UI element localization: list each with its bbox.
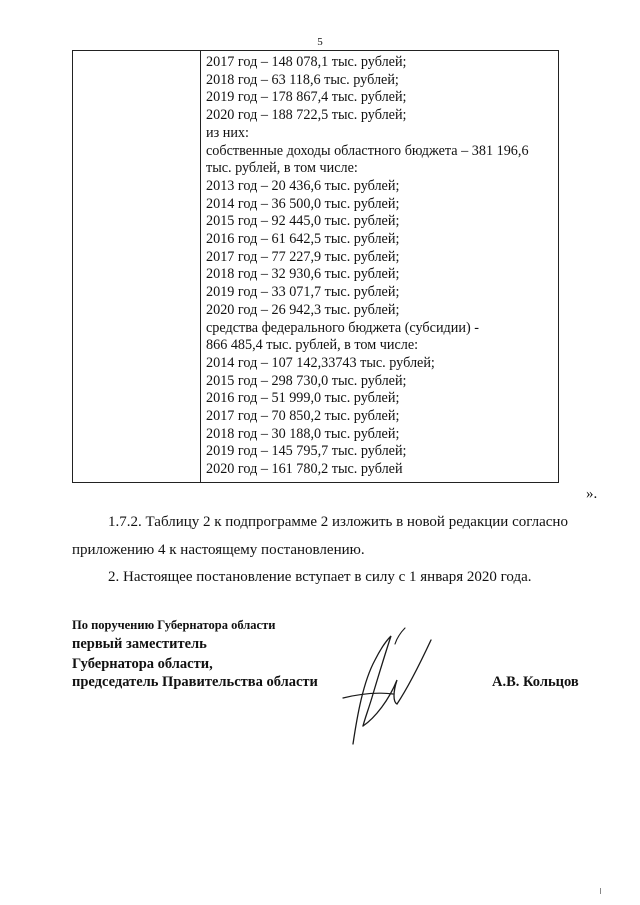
handwritten-signature bbox=[335, 622, 445, 747]
budget-line: 2017 год – 70 850,2 тыс. рублей; bbox=[206, 408, 400, 425]
budget-line: 2013 год – 20 436,6 тыс. рублей; bbox=[206, 177, 400, 194]
table-left-cell bbox=[73, 51, 201, 483]
paragraph-1-end: приложению 4 к настоящему постановлению. bbox=[72, 542, 365, 558]
signer-title-line-1: первый заместитель bbox=[72, 636, 207, 652]
table-row bbox=[73, 51, 559, 483]
budget-line: собственные доходы областного бюджета – 381 196,6 bbox=[206, 142, 529, 159]
budget-line: 2018 год – 32 930,6 тыс. рублей; bbox=[206, 266, 400, 283]
budget-line: 2015 год – 298 730,0 тыс. рублей; bbox=[206, 372, 407, 389]
scan-edge-mark bbox=[600, 888, 601, 894]
closing-quote: ». bbox=[586, 486, 598, 502]
budget-line: 2019 год – 178 867,4 тыс. рублей; bbox=[206, 89, 407, 106]
budget-line: 2020 год – 26 942,3 тыс. рублей; bbox=[206, 301, 400, 318]
budget-line: 2017 год – 77 227,9 тыс. рублей; bbox=[206, 248, 400, 265]
budget-line: из них: bbox=[206, 124, 249, 141]
budget-line: 2015 год – 92 445,0 тыс. рублей; bbox=[206, 213, 400, 230]
budget-line: 2018 год – 63 118,6 тыс. рублей; bbox=[206, 71, 399, 88]
paragraph-1-start: 1.7.2. Таблицу 2 к подпрограмме 2 изложить в новой редакции согласно bbox=[108, 514, 568, 530]
budget-line: 2017 год – 148 078,1 тыс. рублей; bbox=[206, 54, 407, 70]
paragraph-2: 2. Настоящее постановление вступает в силу с 1 января 2020 года. bbox=[108, 569, 532, 585]
budget-line: 2019 год – 145 795,7 тыс. рублей; bbox=[206, 443, 407, 460]
budget-line: 2018 год – 30 188,0 тыс. рублей; bbox=[206, 425, 400, 442]
table-right-cell bbox=[201, 51, 559, 483]
budget-line: 2014 год – 107 142,33743 тыс. рублей; bbox=[206, 354, 435, 371]
signer-title-line-2: Губернатора области, bbox=[72, 656, 213, 672]
budget-line: тыс. рублей, в том числе: bbox=[206, 160, 358, 177]
page-number: 5 bbox=[317, 36, 323, 48]
budget-line: 2016 год – 51 999,0 тыс. рублей; bbox=[206, 390, 400, 407]
budget-line: 866 485,4 тыс. рублей, в том числе: bbox=[206, 337, 419, 354]
budget-line: 2014 год – 36 500,0 тыс. рублей; bbox=[206, 195, 400, 212]
budget-line: 2020 год – 188 722,5 тыс. рублей; bbox=[206, 107, 407, 124]
budget-table bbox=[72, 50, 559, 483]
on-behalf-line: По поручению Губернатора области bbox=[72, 618, 276, 632]
signer-name: А.В. Кольцов bbox=[492, 674, 579, 690]
budget-line: 2019 год – 33 071,7 тыс. рублей; bbox=[206, 284, 400, 301]
budget-line: 2020 год – 161 780,2 тыс. рублей bbox=[206, 461, 403, 478]
signer-title-line-3: председатель Правительства области bbox=[72, 674, 318, 690]
budget-line: 2016 год – 61 642,5 тыс. рублей; bbox=[206, 231, 400, 248]
budget-line: средства федерального бюджета (субсидии) - bbox=[206, 319, 479, 336]
